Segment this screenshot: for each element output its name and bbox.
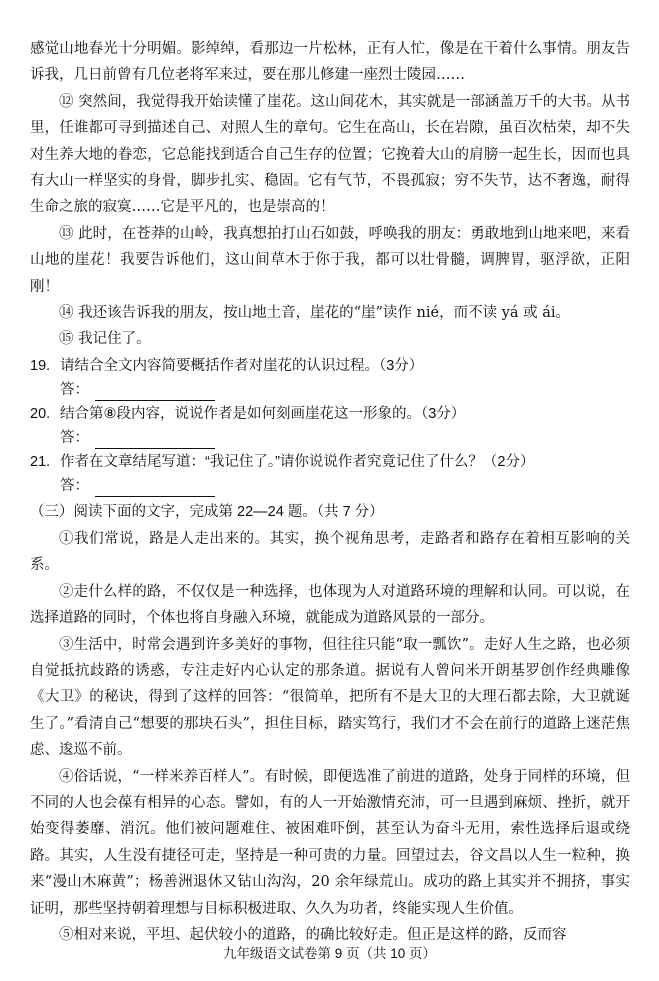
question-text: 结合第⑧段内容，说说作者是如何刻画崖花这一形象的。（3分） xyxy=(60,405,466,422)
paragraph-1: ①我们常说，路是人走出来的。其实，换个视角思考，走路者和路存在着相互影响的关系。 xyxy=(30,530,630,574)
question-number: 19. xyxy=(30,357,51,374)
paragraph-13: ⑬ 此时，在苍莽的山岭，我真想拍打山石如鼓，呼唤我的朋友：勇敢地到山地来吧，来看山地的崖花！我要告诉他们，这山间草木于你于我，都可以壮骨髓，调脾胃，驱浮欲，正阳刚！ xyxy=(30,225,630,295)
question-20 xyxy=(30,401,630,427)
answer-20 xyxy=(60,427,630,449)
page-footer: 九年级语文试卷第 9 页（共 10 页） xyxy=(222,946,437,961)
answer-line[interactable] xyxy=(95,386,215,401)
question-19 xyxy=(30,353,630,379)
paragraph-15: ⑮ 我记住了。 xyxy=(59,331,151,348)
question-21 xyxy=(30,449,630,475)
question-number: 20. xyxy=(30,405,51,422)
answer-label: 答： xyxy=(60,477,89,494)
paragraph-12: ⑫ 突然间，我觉得我开始读懂了崖花。这山间花木，其实就是一部涵盖万千的大书。从书里，任谁都可寻到描述自己、对照人生的章句。它生在高山，长在岩隙，虽百次枯荣，却不失对生养大地的眷恋，它总能找到适合自己生存的位置；它挽着大山的肩膀一起生长，因而也具有大山一样坚实的身骨，脚步扎实、稳固。它有气节，不畏孤寂；穷不失节，达不奢逸，耐得生命之旅的寂寞……它是平凡的，也是崇高的！ xyxy=(30,93,630,216)
question-text: 作者在文章结尾写道：“我记住了。”请你说说作者究竟记住了什么？（2分） xyxy=(60,453,535,470)
answer-label: 答： xyxy=(60,381,89,398)
answer-label: 答： xyxy=(60,429,89,446)
paragraph-4: ④俗话说，“一样米养百样人”。有时候，即便选准了前进的道路，处身于同样的环境，但不同的人也会葆有相异的心态。譬如，有的人一开始激情充沛，可一旦遇到麻烦、挫折，就开始变得萎靡、消沉。他们被问题难住、被困难吓倒，甚至认为奋斗无用，索性选择后退或绕路。其实，人生没有捷径可走，坚持是一种可贵的力量。回望过去，谷文昌以人生一粒种，换来“漫山木麻黄”；杨善洲退休又钻山沟沟，20 余年绿荒山。成功的路上其实并不拥挤，事实证明，那些坚持朝着理想与目标积极进取、久久为功者，终能实现人生价值。 xyxy=(30,768,630,917)
question-text: 请结合全文内容简要概括作者对崖花的认识过程。（3分） xyxy=(60,357,424,374)
paragraph-2: ②走什么样的路，不仅仅是一种选择，也体现为人对道路环境的理解和认同。可以说，在选择道路的同时，个体也将自身融入环境，就能成为道路风景的一部分。 xyxy=(30,583,630,627)
paragraph-3: ③生活中，时常会遇到许多美好的事物，但往往只能“取一瓢饮”。走好人生之路，也必须自觉抵抗歧路的诱惑，专注走好内心认定的那条道。据说有人曾问米开朗基罗创作经典雕像《大卫》的秘诀，得到了这样的回答：“很简单，把所有不是大卫的大理石都去除，大卫就诞生了。”看清自己“想要的那块石头”，担住目标，踏实笃行，我们才不会在前行的道路上迷茫焦虑、逡巡不前。 xyxy=(30,636,630,759)
exam-page xyxy=(30,36,630,948)
answer-19 xyxy=(60,379,630,401)
paragraph-intro: 感觉山地春光十分明媚。影绰绰，看那边一片松林，正有人忙，像是在干着什么事情。朋友告诉我，几日前曾有几位老将军来过，要在那儿修建一座烈士陵园…… xyxy=(30,41,630,84)
section-3-title: （三）阅读下面的文字，完成第 22—24 题。（共 7 分） xyxy=(30,503,384,520)
answer-line[interactable] xyxy=(95,482,215,497)
answer-21 xyxy=(60,475,630,497)
paragraph-14: ⑭ 我还该告诉我的朋友，按山地土音，崖花的“崖”读作 nié，而不读 yá 或 ái。 xyxy=(59,305,571,322)
paragraph-5: ⑤相对来说，平坦、起伏较小的道路，的确比较好走。但正是这样的路，反而容 xyxy=(59,926,567,943)
answer-line[interactable] xyxy=(95,434,215,449)
question-number: 21. xyxy=(30,453,51,470)
